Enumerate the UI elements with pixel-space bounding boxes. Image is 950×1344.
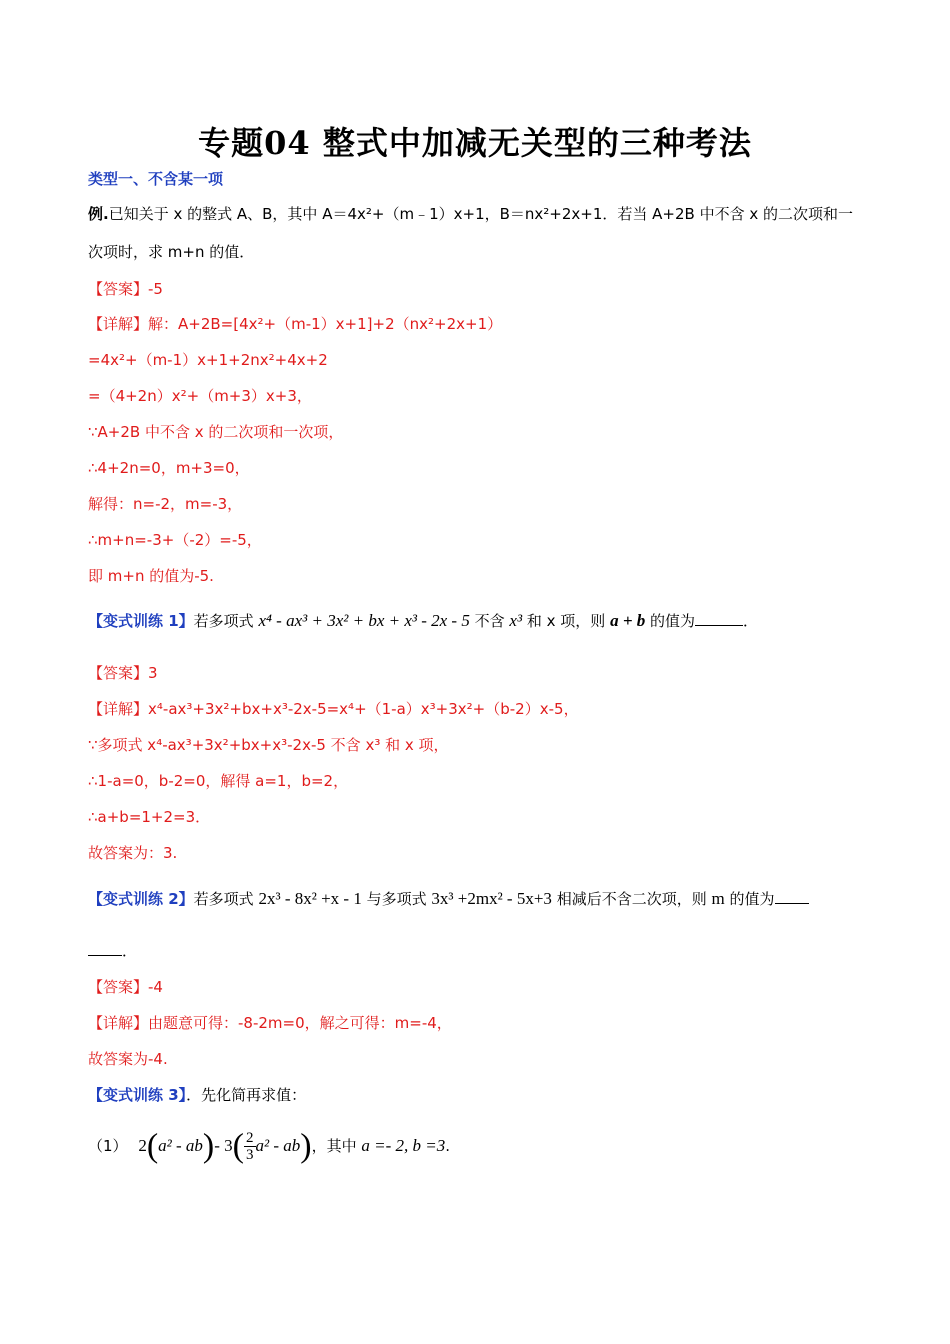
variant-3-question [88,1084,306,1106]
variant-1-tag: 【变式训练 1】 [88,612,194,630]
left-paren: ( [146,1127,159,1165]
variant-2-mid2: 相减后不含二次项，则 [556,890,707,908]
detail-line: =（4+2n）x²+（m+3）x+3， [88,387,312,405]
detail-line [88,313,502,335]
section-heading: 类型一、不含某一项 [88,170,224,188]
example-text-1: 已知关于 x 的整式 A、B，其中 A＝4x²+（m﹣1）x+1，B＝nx²+2x+1．若当 A+2B 中不含 x 的二次项和一 [108,205,854,223]
variant-3-item-1 [88,1126,450,1167]
expr-coefficient: 2 [138,1136,147,1155]
variant-2-mid: 与多项式 [366,890,427,908]
page-title: 专题04 整式中加减无关型的三种考法 [198,124,752,162]
example-line-2: 次项时，求 m+n 的值． [88,243,255,261]
expr-term-1: a² - ab [158,1136,203,1155]
answer-tag: 【答案】 [88,978,149,996]
example-line-1 [88,203,853,225]
item-number: （1） [88,1137,128,1155]
variant-3-tag: 【变式训练 3】 [88,1086,187,1104]
right-paren: ) [202,1127,215,1165]
answer-tag: 【答案】 [88,280,149,298]
variant-3-text: ．先化简再求值： [186,1086,307,1104]
variant-2-pre: 若多项式 [193,890,254,908]
variant-1-mid2: 和 x 项，则 [526,612,606,630]
variant-2-tag: 【变式训练 2】 [88,890,194,908]
answer-blank [88,941,122,956]
detail-line: ∴m+n=-3+（-2）=-5， [88,531,262,549]
detail-tag: 【详解】 [88,700,149,718]
variant-1-answer [88,662,158,684]
fraction [244,1130,256,1163]
detail-line: ∵A+2B 中不含 x 的二次项和一次项， [88,423,344,441]
variant-2-var: m [711,889,725,908]
detail-line: ∴a+b=1+2=3． [88,808,211,826]
expr-coefficient-2: - 3 [214,1136,233,1155]
variant-2-polynomial-2: 3x³ +2mx² - 5x+3 [431,889,552,908]
detail-line: ∵多项式 x⁴-ax³+3x²+bx+x³-2x-5 不含 x³ 和 x 项， [88,736,449,754]
right-paren: ) [300,1127,312,1165]
condition-end: . [445,1137,451,1155]
detail-line: =4x²+（m-1）x+1+2nx²+4x+2 [88,351,328,369]
detail-text: x⁴-ax³+3x²+bx+x³-2x-5=x⁴+（1-a）x³+3x²+（b-2）x-5， [148,700,579,718]
variant-1-polynomial: x⁴ - ax³ + 3x² + bx + x³ - 2x - 5 [258,611,470,630]
detail-line: 故答案为：3. [88,844,178,862]
variant-2-post: 的值为 [729,890,775,908]
fraction-denominator: 3 [246,1147,254,1163]
detail-line: ∴1-a=0，b-2=0，解得 a=1，b=2， [88,772,349,790]
variant-2-question [88,888,809,910]
detail-tag: 【详解】 [88,1014,149,1032]
answer-value: 3 [148,664,158,682]
answer-blank [695,611,743,626]
variant-1-mid: 不含 [474,612,505,630]
condition-pre: ，其中 [311,1137,357,1155]
expr-term-2: a² - ab [255,1136,301,1155]
variant-2-question-cont [88,940,137,962]
detail-line [88,698,579,720]
detail-line [88,1012,452,1034]
fraction-numerator: 2 [246,1130,254,1146]
detail-line: ∴4+2n=0，m+3=0， [88,459,250,477]
variant-1-term: x³ [509,611,523,630]
detail-line: 解得：n=-2，m=-3， [88,495,243,513]
example-tag: 例. [88,205,109,223]
answer-value: -4 [148,978,163,996]
condition-values: a =- 2, b =3 [361,1136,446,1155]
detail-line: 即 m+n 的值为-5. [88,567,214,585]
variant-2-polynomial-1: 2x³ - 8x² +x - 1 [258,889,362,908]
detail-tag: 【详解】 [88,315,149,333]
variant-1-question [88,610,758,632]
variant-2-end: ． [122,942,138,960]
example-answer [88,278,163,300]
answer-tag: 【答案】 [88,664,149,682]
detail-text: 由题意可得：-8-2m=0，解之可得：m=-4， [148,1014,452,1032]
variant-1-pre: 若多项式 [193,612,254,630]
left-paren: ( [232,1127,244,1165]
variant-1-post: 的值为 [650,612,696,630]
variant-1-end: ． [743,612,759,630]
answer-blank [775,889,809,904]
answer-value: -5 [148,280,163,298]
detail-line: 故答案为-4. [88,1050,168,1068]
detail-text: 解：A+2B=[4x²+（m-1）x+1]+2（nx²+2x+1） [148,315,503,333]
variant-2-answer [88,976,163,998]
variant-1-expr: a + b [610,611,646,630]
